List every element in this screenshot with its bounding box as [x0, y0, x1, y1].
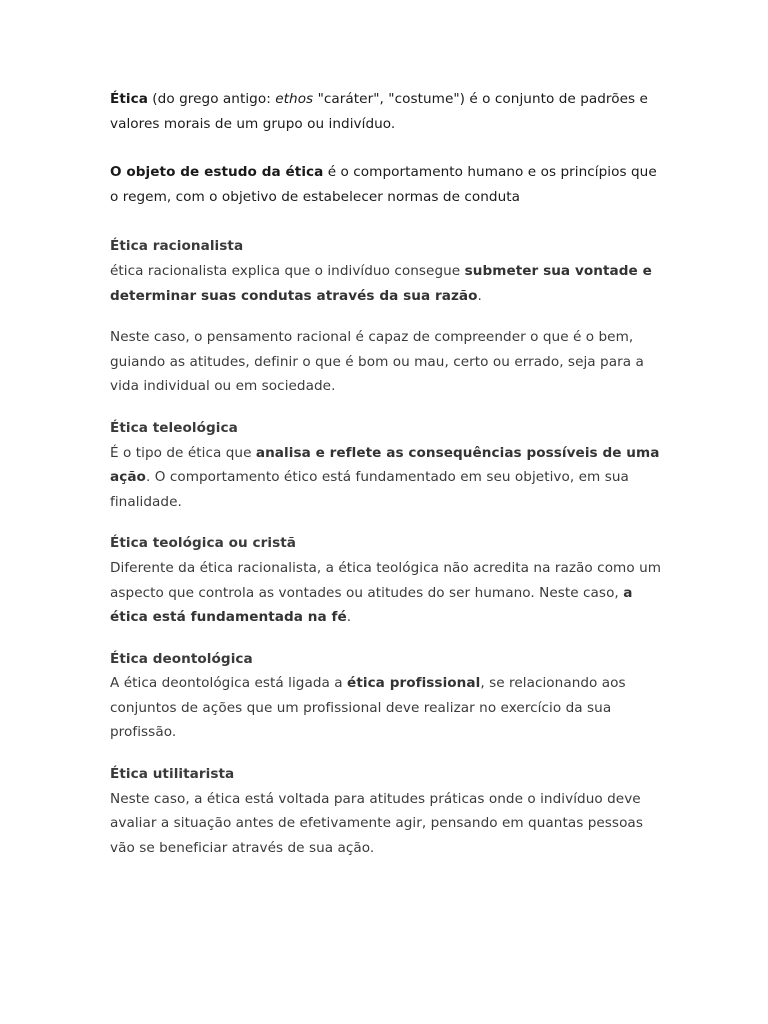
racionalista-text-before: ética racionalista explica que o indivíduo consegue	[110, 262, 465, 279]
teologica-text-after: .	[346, 609, 352, 626]
teleologica-text-before: É o tipo de ética que	[110, 444, 256, 461]
intro-paren-open: (do grego antigo:	[147, 91, 276, 107]
section-teologica	[110, 531, 662, 629]
teleologica-bold: analisa e reflete as consequências possíveis de uma ação	[110, 444, 660, 486]
heading-teologica: Ética teológica ou cristã	[110, 535, 296, 552]
heading-utilitarista: Ética utilitarista	[110, 766, 235, 783]
teleologica-text-after: . O comportamento ético está fundamentado em seu objetivo, em sua finalidade.	[110, 469, 629, 510]
intro-ethos: ethos	[275, 91, 314, 107]
section-teleologica	[110, 416, 662, 514]
intro-term: Ética	[110, 91, 148, 107]
objeto-paragraph	[110, 160, 662, 209]
intro-rest: "caráter", "costume") é o conjunto de padrões e valores morais de um grupo ou indivíduo.	[110, 91, 648, 132]
teologica-bold: a ética está fundamentada na fé	[110, 584, 633, 626]
teologica-text-before: Diferente da ética racionalista, a ética teológica não acredita na razão como um aspecto que controla as vontades ou atitudes do ser humano. Neste caso,	[110, 559, 662, 601]
heading-racionalista: Ética racionalista	[110, 238, 244, 255]
section-utilitarista	[110, 762, 662, 860]
deontologica-text-before: A ética deontológica está ligada a	[110, 675, 348, 692]
racionalista-text	[110, 259, 662, 308]
section-deontologica	[110, 647, 662, 745]
racionalista-paragraph-2: Neste caso, o pensamento racional é capaz de compreender o que é o bem, guiando as atitudes, definir o que é bom ou mau, certo ou errado, seja para a vida individual ou em sociedade.	[110, 329, 644, 395]
deontologica-text	[110, 671, 662, 745]
utilitarista-text: Neste caso, a ética está voltada para atitudes práticas onde o indivíduo deve avaliar a situação antes de efetivamente agir, pensando em quantas pessoas vão se beneficiar através de sua ação.	[110, 790, 643, 856]
intro-paragraph	[110, 87, 662, 136]
objeto-bold: O objeto de estudo da ética	[110, 164, 324, 181]
heading-deontologica: Ética deontológica	[110, 650, 253, 667]
deontologica-bold: ética profissional	[347, 675, 481, 692]
heading-teleologica: Ética teleológica	[110, 419, 238, 436]
section-racionalista	[110, 234, 662, 399]
teleologica-text	[110, 441, 662, 515]
teologica-text	[110, 556, 662, 630]
objeto-rest: é o comportamento humano e os princípios que o regem, com o objetivo de estabelecer normas de conduta	[110, 164, 657, 205]
deontologica-text-after: , se relacionando aos conjuntos de ações que um profissional deve realizar no exercício da sua profissão.	[110, 675, 626, 741]
racionalista-text-after: .	[477, 287, 482, 304]
document-body	[110, 87, 662, 877]
racionalista-bold: submeter sua vontade e determinar suas condutas através da sua razão	[110, 262, 652, 304]
